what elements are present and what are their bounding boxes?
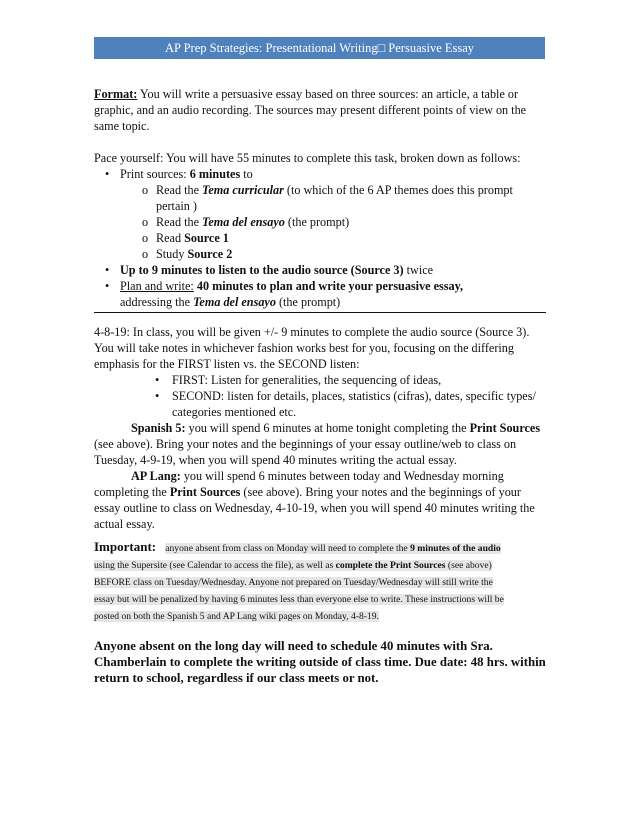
list-item: • Up to 9 minutes to listen to the audio source (Source 3) twice [94, 262, 546, 278]
listen-list [94, 372, 546, 420]
format-label: Format: [94, 87, 138, 101]
section-divider [94, 312, 546, 313]
document-body [94, 86, 546, 686]
list-item: o Read the Tema curricular (to which of the 6 AP themes does this prompt pertain ) [120, 182, 546, 214]
list-item: • SECOND: listen for details, places, statistics (cifras), dates, specific types/ categories mentioned etc. [151, 388, 546, 420]
pace-intro: Pace yourself: You will have 55 minutes to complete this task, broken down as follows: [94, 151, 521, 165]
important-section: Important: anyone absent from class on Monday will need to complete the 9 minutes of the audio using the Supersite (see Calendar to access the file), as well as complete the Print Sources (see above) BEFORE class on Tuesday/Wednesday. Anyone not prepared on Tuesday/Wednesday will still write the essay but will be penalized by having 6 minutes less than everyone else to write. These instructions will be posted on both the Spanish 5 and AP Lang wiki pages on Monday, 4-8-19. [94, 539, 504, 622]
list-item: o Study Source 2 [120, 246, 546, 262]
list-item: • FIRST: Listen for generalities, the sequencing of ideas, [151, 372, 546, 388]
format-paragraph [94, 86, 546, 134]
pace-list [94, 166, 546, 310]
document-title-banner: AP Prep Strategies: Presentational Writing□ Persuasive Essay [94, 37, 545, 59]
important-label: Important: [94, 539, 157, 554]
list-item: • Print sources: 6 minutes to o Read the Tema curricular (to which of the 6 AP themes does this prompt pertain ) o Read the Tema del ensayo (the prompt) o Read Source 1 o Study Source 2 [94, 166, 546, 262]
class-notes-intro: 4-8-19: In class, you will be given +/- 9 minutes to complete the audio source (Source 3). You will take notes in whichever fashion works best for you, focusing on the differing emphasis for the FIRST listen vs. the SECOND listen: [94, 325, 530, 371]
ap-lang-paragraph: AP Lang: you will spend 6 minutes between today and Wednesday morning completing the Print Sources (see above). Bring your notes and the beginnings of your essay outline to class on Wednesday, 4-10-19, when you will spend 40 minutes writing the actual essay. [94, 469, 535, 531]
list-item: o Read Source 1 [120, 230, 546, 246]
spanish-5-paragraph: Spanish 5: you will spend 6 minutes at home tonight completing the Print Sources (see above). Bring your notes and the beginnings of your essay outline/web to class on Tuesday, 4-9-19, when you will spend 40 minutes writing the actual essay. [94, 421, 541, 467]
format-text: You will write a persuasive essay based on three sources: an article, a table or graphic, and an audio recording. The sources may present different points of view on the same topic. [94, 87, 527, 133]
list-item: o Read the Tema del ensayo (the prompt) [120, 214, 546, 230]
absence-notice: Anyone absent on the long day will need to schedule 40 minutes with Sra. Chamberlain to complete the writing outside of class time. Due date: 48 hrs. within return to school, regardless if our class meets or not. [94, 639, 546, 685]
list-item: • Plan and write: 40 minutes to plan and write your persuasive essay, addressing the Tema del ensayo (the prompt) [94, 278, 546, 310]
print-sources-sublist [120, 182, 546, 262]
